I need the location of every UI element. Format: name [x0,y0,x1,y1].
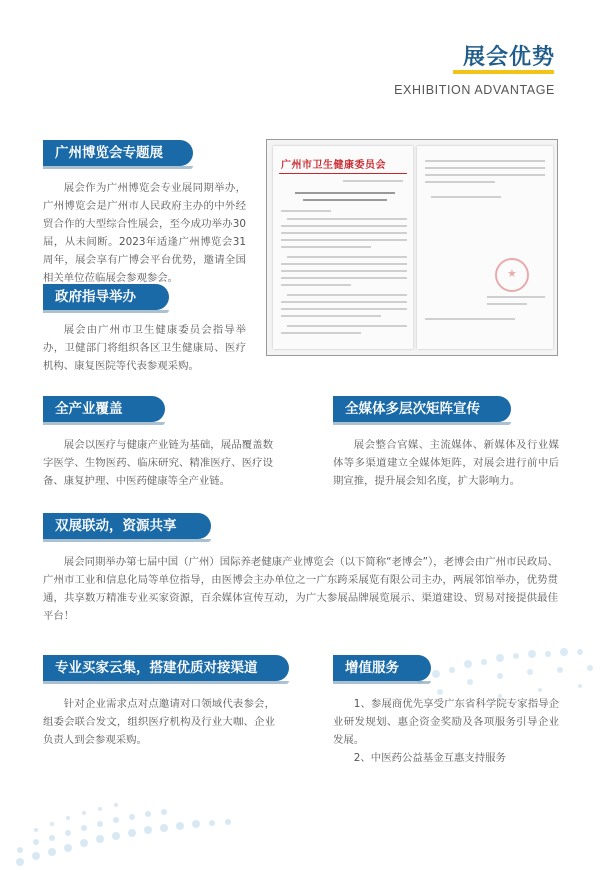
section-text-buyers: 针对企业需求点对点邀请对口领域代表参会，组委会联合发文，组织医疗机构及行业大咖、企业负责人到会参观采购。 [43,698,275,746]
document-seal-icon [495,258,529,292]
document-org-name: 广州市卫生健康委员会 [281,160,386,171]
section-heading-government: 政府指导举办 [43,284,169,310]
section-heading-value-added: 增值服务 [333,655,431,681]
section-text-industry-chain: 展会以医疗与健康产业链为基础，展品覆盖数字医学、生物医药、临床研究、精准医疗、医疗设备、康复护理、中医药健康等全产业链。 [43,439,273,487]
section-text-dual-expo: 展会同期举办第七届中国（广州）国际养老健康产业博览会（以下简称“老博会”），老博会由广州市民政局、广州市工业和信息化局等单位指导，由医博会主办单位之一广东跨采展览有限公司主办，两展邻馆举办，优势贯通，共享数万精准专业买家资源，百余媒体宣传互动，为广大参展品牌展览展示、渠道建设、贸易对接提供最佳平台！ [43,556,558,622]
document-red-line [279,173,407,174]
section-heading-buyers: 专业买家云集，搭建优质对接渠道 [43,655,289,681]
document-page-left [273,146,413,349]
page-title: 展会优势 [462,45,555,70]
section-text-guangzhou-expo: 展会作为广州博览会专业展同期举办，广州博览会是广州市人民政府主办的中外经贸合作的大型综合性展会，至今成功举办30届，从未间断。2023年适逢广州博览会31周年，展会享有广博会平台优势，邀请全国相关单位莅临展会参观参会。 [43,182,246,284]
section-heading-guangzhou-expo: 广州博览会专题展 [43,140,193,166]
value-added-item-1: 1、参展商优先享受广东省科学院专家指导企业研发规划、惠企资金奖励及各项服务引导企业发展。 [333,698,559,746]
section-text-media: 展会整合官媒、主流媒体、新媒体及行业媒体等多渠道建立全媒体矩阵，对展会进行前中后期宣推，提升展会知名度，扩大影响力。 [333,439,559,487]
section-heading-industry-chain: 全产业覆盖 [43,396,165,422]
section-heading-media: 全媒体多层次矩阵宣传 [333,396,511,422]
value-added-item-2: 2、中医药公益基金互惠支持服务 [353,752,506,764]
title-underline [453,70,554,74]
section-heading-dual-expo: 双展联动，资源共享 [43,513,211,539]
official-document-image [266,139,558,356]
document-page-right [417,146,553,349]
page-subtitle: EXHIBITION ADVANTAGE [394,83,555,97]
section-text-government: 展会由广州市卫生健康委员会指导举办，卫健部门将组织各区卫生健康局、医疗机构、康复医院等代表参观采购。 [43,324,246,372]
